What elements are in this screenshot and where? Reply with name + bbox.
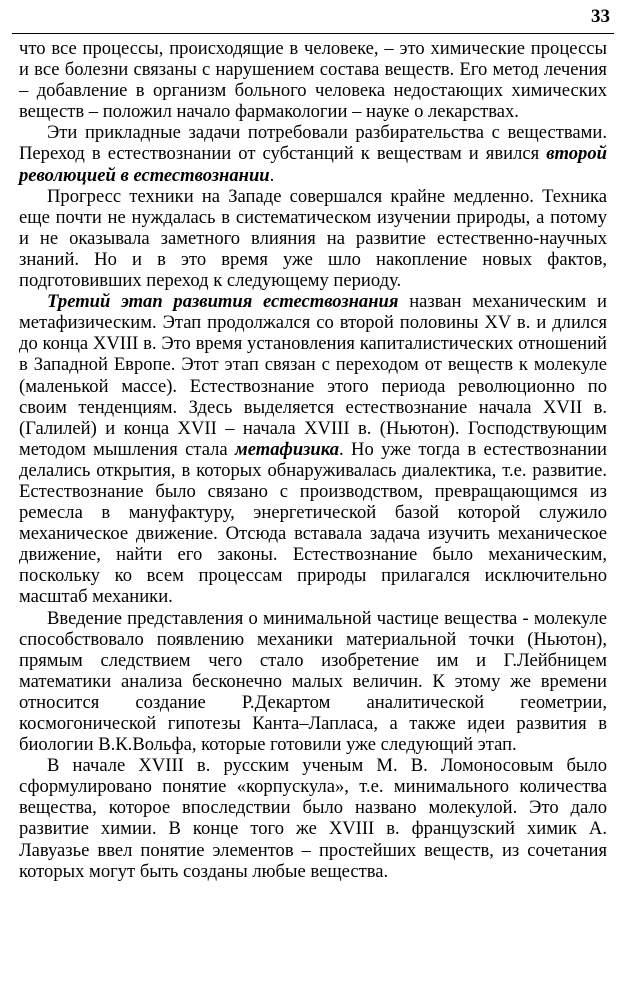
page-number: 33 <box>591 6 610 27</box>
paragraph <box>19 186 607 291</box>
paragraph <box>19 608 607 756</box>
paragraph <box>19 122 607 185</box>
paragraph-text: . Но уже тогда в естествознании делались открытия, в которых обнаруживалась диалектика, т.е. развитие. Естествознание было связано с производством, превращающимся из ремесла в мануфактуру, энергетической базой которой служило механическое движение. Отсюда вставала задача изучить механическое движение, найти его законы. Естествознание было механическим, поскольку ко всем процессам природы прилагался исключительно масштаб механики. <box>19 438 607 608</box>
paragraph-text: Введение представления о минимальной частице вещества - молекуле способствовало появлению механики материальной точки (Ньютон), прямым следствием чего стало изобретение им и Г.Лейбницем математики анализа бесконечно малых величин. К этому же времени относится создание Р.Декартом аналитической геометрии, космогонической гипотезы Канта–Лапласа, а также идеи развития в биологии В.К.Вольфа, которые готовили уже следующий этап. <box>19 607 607 756</box>
paragraph-text: В начале XVIII в. русским ученым М. В. Ломоносовым было сформулировано понятие «корпускула», т.е. минимального количества вещества, которое впоследствии было названо молекулой. Это дало развитие химии. В конце того же XVIII в. французский химик А. Лавуазье ввел понятие элементов – простейших веществ, из сочетания которых могут быть созданы любые вещества. <box>19 755 607 882</box>
emphasized-term: второй революцией в естествознании <box>19 143 607 186</box>
paragraph <box>19 755 607 882</box>
document-body <box>19 38 607 882</box>
paragraph-text: Эти прикладные задачи потребовали разбирательства с веществами. Переход в естествознании от субстанций к веществам и явился <box>19 122 607 165</box>
paragraph-text: . <box>269 164 275 186</box>
paragraph-text: что все процессы, происходящие в человеке, – это химические процессы и все болезни связаны с нарушением состава веществ. Его метод лечения – добавление в организм больного человека недостающих химических веществ – положил начало фармакологии – науке о лекарствах. <box>19 38 607 123</box>
paragraph <box>19 291 607 607</box>
emphasized-term: Третий этап развития естествознания <box>47 291 399 313</box>
paragraph <box>19 38 607 122</box>
paragraph-text: Прогресс техники на Западе совершался крайне медленно. Техника еще почти не нуждалась в систематическом изучении природы, а потому и не оказывала заметного влияния на развитие естественно-научных знаний. Но и в это время уже шло накопление новых фактов, подготовивших переход к следующему периоду. <box>19 185 607 292</box>
paragraph-text: назван механическим и метафизическим. Этап продолжался со второй половины XV в. и длился до конца XVIII в. Это время установления капиталистических отношений в Западной Европе. Этот этап связан с переходом от веществ к молекуле (маленькой массе). Естествознание этого периода революционно по своим тенденциям. Здесь выделяется естествознание начала XVII в. (Галилей) и конца XVII – начала XVIII в. (Ньютон). Господствующим методом мышления стала <box>19 291 607 460</box>
header-rule <box>12 33 614 34</box>
emphasized-term: метафизика <box>235 438 340 460</box>
